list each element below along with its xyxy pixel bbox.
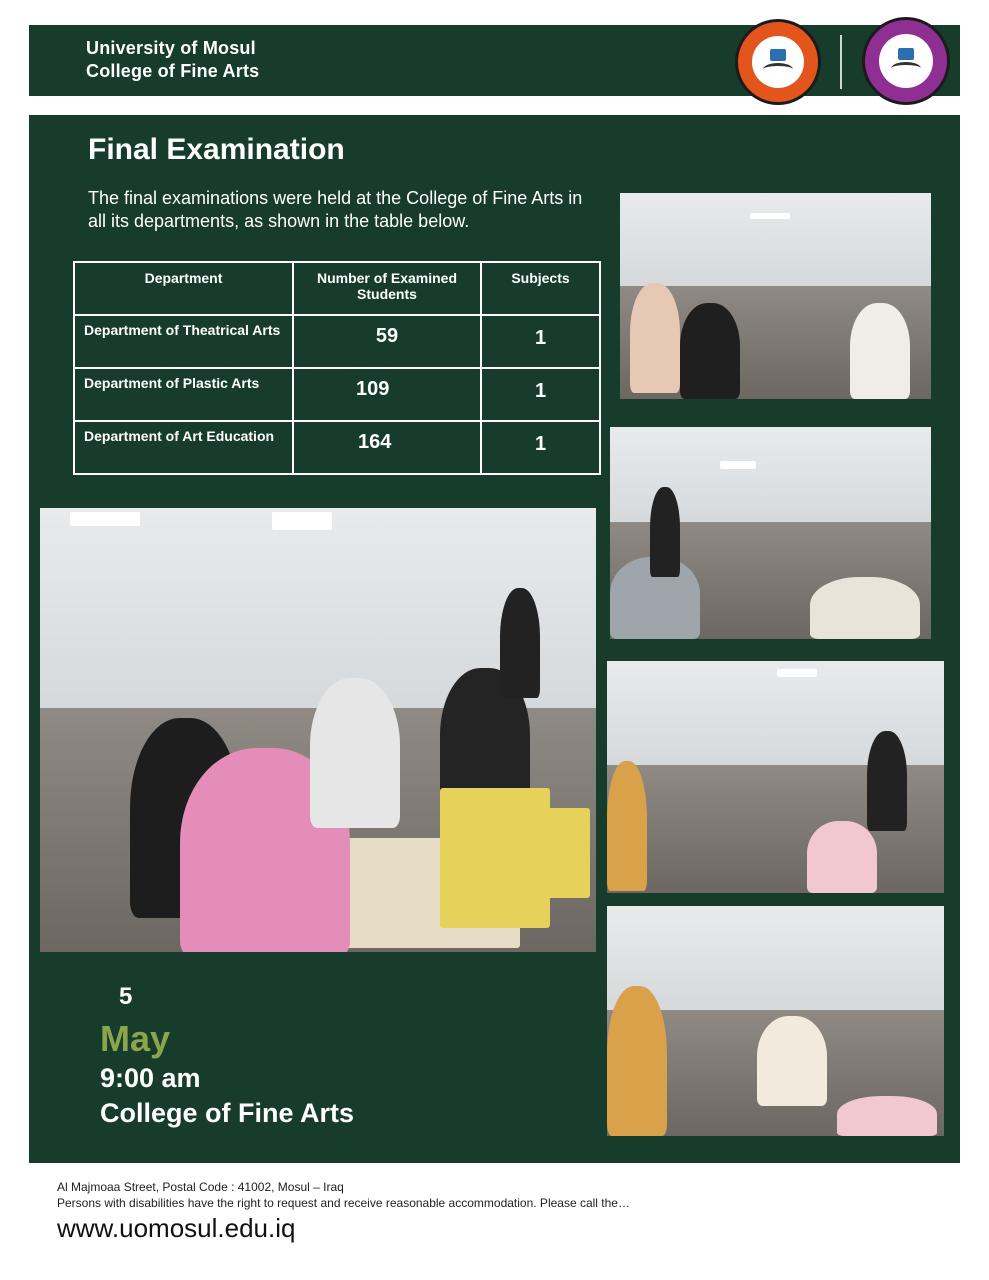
university-logo <box>735 19 821 105</box>
cell-students: 59 <box>293 315 481 368</box>
exam-hall-photo-2 <box>610 427 931 639</box>
header-banner <box>29 25 960 96</box>
cell-department: Department of Theatrical Arts <box>74 315 293 368</box>
footer-accessibility-note: Persons with disabilities have the right to request and receive reasonable accommodation. Please call the… <box>57 1196 630 1210</box>
cell-students: 109 <box>293 368 481 421</box>
table-header-row <box>74 262 600 315</box>
header-college-name: College of Fine Arts <box>86 61 260 81</box>
footer-address: Al Majmoaa Street, Postal Code : 41002, Mosul – Iraq <box>57 1180 344 1194</box>
event-place: College of Fine Arts <box>100 1098 355 1128</box>
cell-subjects: 1 <box>481 421 600 474</box>
header-subjects: Subjects <box>481 262 600 315</box>
cell-subjects: 1 <box>481 368 600 421</box>
exam-table <box>73 261 601 475</box>
college-logo <box>862 17 950 105</box>
event-time: 9:00 am <box>100 1063 201 1093</box>
exam-hall-photo-large <box>40 508 596 952</box>
event-day: 5 <box>119 983 133 1010</box>
page-title: Final Examination <box>88 133 345 166</box>
logo-divider <box>840 35 842 89</box>
cell-subjects: 1 <box>481 315 600 368</box>
header-students: Number of Examined Students <box>293 262 481 315</box>
header-university-name: University of Mosul <box>86 38 256 58</box>
exam-hall-photo-4 <box>607 906 944 1136</box>
footer-website-link[interactable]: www.uomosul.edu.iq <box>57 1213 296 1243</box>
table-row <box>74 368 600 421</box>
exam-hall-photo-3 <box>607 661 944 893</box>
exam-hall-photo-1 <box>620 193 931 399</box>
cell-department: Department of Plastic Arts <box>74 368 293 421</box>
cell-department: Department of Art Education <box>74 421 293 474</box>
event-month: May <box>100 1018 171 1059</box>
header-department: Department <box>74 262 293 315</box>
cell-students: 164 <box>293 421 481 474</box>
table-row <box>74 421 600 474</box>
description-text: The final examinations were held at the College of Fine Arts in all its departments, as shown in the table below. <box>88 188 583 231</box>
table-row <box>74 315 600 368</box>
